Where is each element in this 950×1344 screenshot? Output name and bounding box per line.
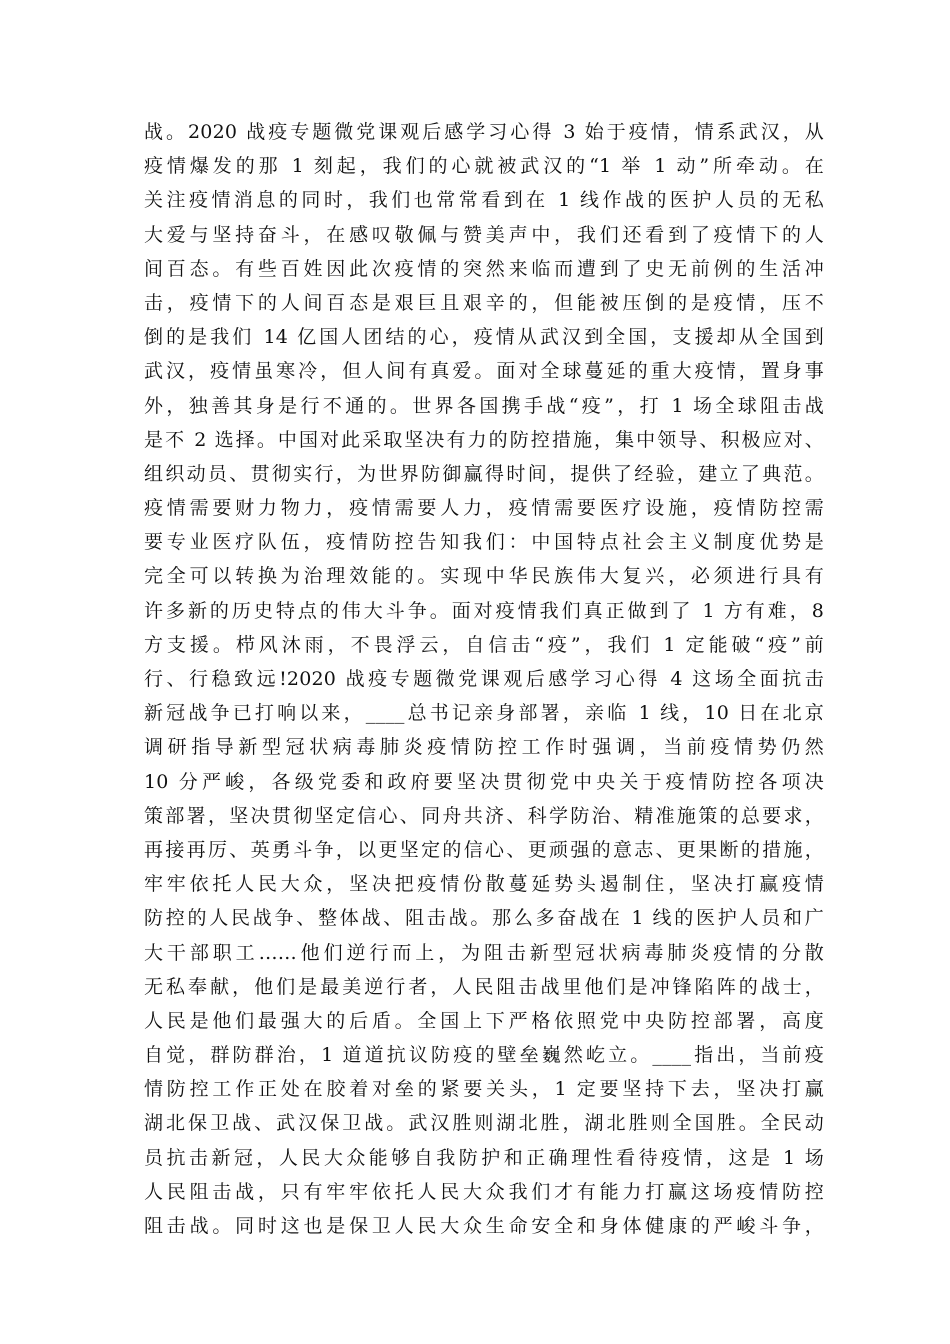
text-line: 要专业医疗队伍，疫情防控告知我们：中国特点社会主义制度优势是	[144, 531, 824, 554]
text-line: 牢牢依托人民大众，坚决把疫情份散蔓延势头遏制住，坚决打赢疫情	[144, 873, 824, 896]
text-line: 击，疫情下的人间百态是艰巨且艰辛的，但能被压倒的是疫情，压不	[144, 291, 824, 314]
text-line: 防控的人民战争、整体战、阻击战。那么多奋战在 1 线的医护人员和广	[144, 907, 824, 930]
text-line: 战。2020 战疫专题微党课观后感学习心得 3 始于疫情，情系武汉，从	[144, 121, 824, 143]
text-line: 外，独善其身是行不通的。世界各国携手战“疫”，打 1 场全球阻击战	[144, 394, 824, 417]
text-line: 10 分严峻，各级党委和政府要坚决贯彻党中央关于疫情防控各项决	[144, 770, 824, 793]
text-line: 自觉，群防群治，1 道道抗议防疫的壁垒巍然屹立。____指出，当前疫	[144, 1044, 824, 1067]
text-line: 策部署，坚决贯彻坚定信心、同舟共济、科学防治、精准施策的总要求，	[144, 804, 824, 827]
body-text	[144, 115, 824, 1243]
text-line: 再接再厉、英勇斗争，以更坚定的信心、更顽强的意志、更果断的措施，	[144, 838, 824, 861]
text-line: 调研指导新型冠状病毒肺炎疫情防控工作时强调，当前疫情势仍然	[144, 736, 824, 759]
text-line: 人民是他们最强大的后盾。全国上下严格依照党中央防控部署，高度	[144, 1009, 824, 1032]
text-line: 是不 2 选择。中国对此采取坚决有力的防控措施，集中领导、积极应对、	[144, 428, 824, 451]
text-line: 间百态。有些百姓因此次疫情的突然来临而遭到了史无前例的生活冲	[144, 257, 824, 280]
text-line: 武汉，疫情虽寒冷，但人间有真爱。面对全球蔓延的重大疫情，置身事	[144, 360, 824, 383]
text-line: 行、行稳致远!2020 战疫专题微党课观后感学习心得 4 这场全面抗击	[144, 668, 824, 690]
text-line: 大干部职工……他们逆行而上，为阻击新型冠状病毒肺炎疫情的分散	[144, 941, 824, 964]
text-line: 倒的是我们 14 亿国人团结的心，疫情从武汉到全国，支援却从全国到	[144, 326, 824, 349]
text-line: 人民阻击战，只有牢牢依托人民大众我们才有能力打赢这场疫情防控	[144, 1180, 824, 1203]
text-line: 大爱与坚持奋斗，在感叹敬佩与赞美声中，我们还看到了疫情下的人	[144, 223, 824, 246]
text-line: 组织动员、贯彻实行，为世界防御赢得时间，提供了经验，建立了典范。	[144, 462, 824, 485]
text-line: 关注疫情消息的同时，我们也常常看到在 1 线作战的医护人员的无私	[144, 189, 824, 212]
text-line: 许多新的历史特点的伟大斗争。面对疫情我们真正做到了 1 方有难，8	[144, 599, 824, 622]
text-line: 情防控工作正处在胶着对垒的紧要关头，1 定要坚持下去，坚决打赢	[144, 1078, 824, 1101]
text-line: 新冠战争已打响以来，____总书记亲身部署，亲临 1 线，10 日在北京	[144, 702, 824, 725]
text-line: 疫情需要财力物力，疫情需要人力，疫情需要医疗设施，疫情防控需	[144, 497, 824, 520]
text-line: 疫情爆发的那 1 刻起，我们的心就被武汉的“1 举 1 动”所牵动。在	[144, 155, 824, 178]
text-line: 阻击战。同时这也是保卫人民大众生命安全和身体健康的严峻斗争，	[144, 1215, 824, 1237]
text-line: 湖北保卫战、武汉保卫战。武汉胜则湖北胜，湖北胜则全国胜。全民动	[144, 1112, 824, 1135]
text-line: 方支援。栉风沐雨，不畏浮云，自信击“疫”，我们 1 定能破“疫”前	[144, 633, 824, 656]
text-line: 完全可以转换为治理效能的。实现中华民族伟大复兴，必须进行具有	[144, 565, 824, 588]
text-line: 无私奉献，他们是最美逆行者，人民阻击战里他们是冲锋陷阵的战士，	[144, 975, 824, 998]
text-line: 员抗击新冠，人民大众能够自我防护和正确理性看待疫情，这是 1 场	[144, 1146, 824, 1169]
